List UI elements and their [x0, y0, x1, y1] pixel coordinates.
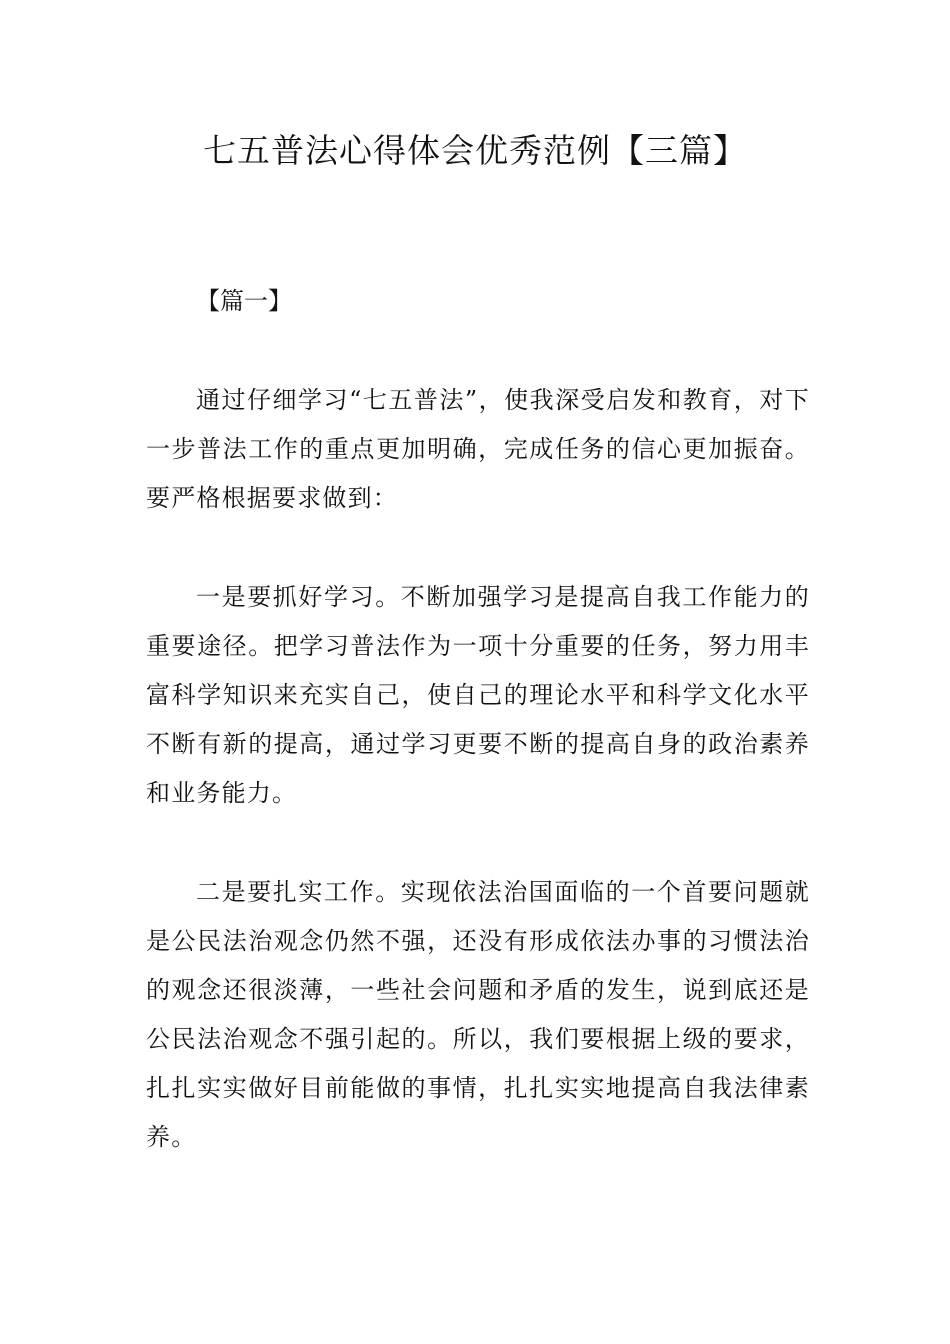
page-title: 七五普法心得体会优秀范例【三篇】 [203, 131, 747, 170]
paragraph-intro: 通过仔细学习“七五普法”，使我深受启发和教育，对下一步普法工作的重点更加明确，完成任务的信心更加振奋。要严格根据要求做到： [146, 386, 810, 512]
paragraph-point-one: 一是要抓好学习。不断加强学习是提高自我工作能力的重要途径。把学习普法作为一项十分重要的任务，努力用丰富科学知识来充实自己，使自己的理论水平和科学文化水平不断有新的提高，通过学习更要不断的提高自身的政治素养和业务能力。 [146, 583, 810, 807]
paragraph-point-two: 二是要扎实工作。实现依法治国面临的一个首要问题就是公民法治观念仍然不强，还没有形成依法办事的习惯法治的观念还很淡薄，一些社会问题和矛盾的发生，说到底还是公民法治观念不强引起的。所以，我们要根据上级的要求，扎扎实实做好目前能做的事情，扎扎实实地提高自我法律素养。 [146, 878, 810, 1151]
section-heading: 【篇一】 [196, 287, 292, 315]
